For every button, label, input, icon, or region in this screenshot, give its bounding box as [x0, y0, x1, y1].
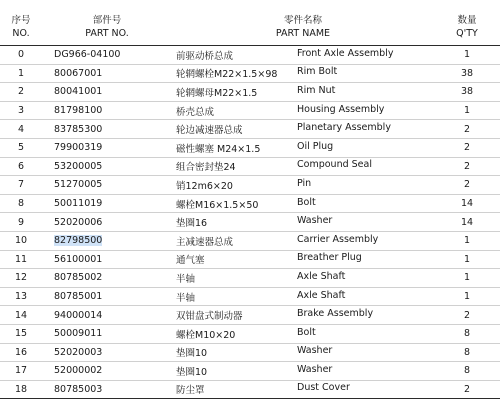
part-number: 56100001 [54, 253, 103, 265]
part-name-en: Rim Nut [297, 84, 336, 96]
part-number-cell [42, 157, 172, 176]
table-row [0, 380, 500, 399]
header-part-en: PART NO. [85, 28, 129, 39]
row-number: 12 [14, 272, 28, 284]
table-row [0, 157, 500, 176]
part-name-cn: 双钳盘式制动器 [176, 311, 243, 323]
quantity: 1 [463, 253, 471, 265]
row-number: 16 [14, 346, 28, 358]
row-number: 18 [14, 383, 28, 395]
part-number-cell [42, 324, 172, 343]
quantity: 38 [460, 67, 474, 79]
part-number-cell [42, 269, 172, 288]
row-number: 7 [17, 179, 25, 191]
part-name-cell [172, 83, 434, 102]
part-number: 80785002 [54, 272, 103, 284]
header-name-en: PART NAME [275, 28, 331, 39]
part-name-cn: 半轴 [176, 273, 196, 285]
part-name-en: Washer [297, 363, 333, 375]
part-name-cn: 通气塞 [176, 255, 205, 267]
part-name-cell [172, 176, 434, 195]
table-row [0, 194, 500, 213]
part-name-cell [172, 343, 434, 362]
part-name-cell [172, 306, 434, 325]
part-name-cell [172, 324, 434, 343]
part-name-cell [172, 380, 434, 399]
row-number: 3 [17, 105, 25, 117]
quantity: 14 [460, 216, 474, 228]
part-number-cell [42, 250, 172, 269]
table-row [0, 138, 500, 157]
part-number-cell [42, 194, 172, 213]
part-number: 53200005 [54, 160, 103, 172]
part-name-cn: 螺栓M16×1.5×50 [176, 199, 259, 211]
table-row [0, 213, 500, 232]
part-name-cell [172, 138, 434, 157]
part-name-en: Washer [297, 215, 333, 227]
header-name-cn: 零件名称 [283, 15, 322, 26]
quantity: 38 [460, 86, 474, 98]
table-row [0, 120, 500, 139]
row-number: 4 [17, 123, 25, 135]
header-qty-cn: 数量 [457, 15, 477, 26]
part-name-en: Axle Shaft [297, 270, 346, 282]
part-name-cell [172, 362, 434, 381]
header-qty-en: Q'TY [456, 28, 478, 39]
part-number: DG966-04100 [54, 49, 121, 61]
part-name-cn: 轮辋螺栓M22×1.5×98 [176, 69, 278, 81]
table-header [0, 0, 500, 46]
part-number: 80041001 [54, 86, 103, 98]
part-name-cell [172, 46, 434, 65]
quantity: 2 [463, 142, 471, 154]
part-number-cell [42, 176, 172, 195]
part-name-en: Brake Assembly [297, 308, 374, 320]
header-part-cn: 部件号 [92, 15, 122, 26]
part-name-en: Bolt [297, 196, 316, 208]
part-number-cell [42, 306, 172, 325]
part-number-cell [42, 343, 172, 362]
row-number: 14 [14, 309, 28, 321]
part-name-cn: 前驱动桥总成 [176, 50, 234, 62]
part-name-en: Washer [297, 345, 333, 357]
quantity: 1 [463, 105, 471, 117]
table-row [0, 231, 500, 250]
part-number-cell [42, 138, 172, 157]
part-number: 52020003 [54, 346, 103, 358]
row-number: 10 [14, 235, 28, 247]
part-name-cell [172, 287, 434, 306]
table-row [0, 64, 500, 83]
part-number: 50009011 [54, 328, 103, 340]
part-number-cell [42, 83, 172, 102]
table-row [0, 324, 500, 343]
row-number: 9 [17, 216, 25, 228]
part-name-cn: 轮辋螺母M22×1.5 [176, 87, 258, 99]
part-number-cell [42, 120, 172, 139]
row-number: 15 [14, 328, 28, 340]
part-name-cn: 螺栓M10×20 [176, 329, 236, 341]
part-name-cn: 半轴 [176, 292, 196, 304]
part-number-cell [42, 64, 172, 83]
part-number: 52020006 [54, 216, 103, 228]
table-row [0, 176, 500, 195]
part-name-cn: 桥壳总成 [176, 106, 215, 118]
part-number-cell [42, 380, 172, 399]
quantity: 2 [463, 383, 471, 395]
part-name-en: Compound Seal [297, 159, 372, 171]
part-name-en: Planetary Assembly [297, 122, 391, 134]
part-number-cell [42, 287, 172, 306]
part-number: 50011019 [54, 198, 103, 210]
row-number: 2 [17, 86, 25, 98]
part-number: 82798500 [54, 235, 103, 247]
part-name-cell [172, 101, 434, 120]
part-number-cell [42, 231, 172, 250]
part-name-cell [172, 120, 434, 139]
part-name-cell [172, 157, 434, 176]
header-no-cn: 序号 [11, 15, 31, 26]
table-row [0, 287, 500, 306]
part-name-cell [172, 231, 434, 250]
part-name-en: Bolt [297, 326, 316, 338]
quantity: 8 [463, 328, 471, 340]
part-number: 80785001 [54, 291, 103, 303]
part-name-cn: 磁性螺塞 M24×1.5 [176, 143, 261, 155]
quantity: 1 [463, 49, 471, 61]
part-name-cn: 轮边减速器总成 [176, 125, 243, 137]
quantity: 2 [463, 309, 471, 321]
part-name-en: Housing Assembly [297, 103, 385, 115]
quantity: 2 [463, 179, 471, 191]
quantity: 2 [463, 160, 471, 172]
part-number-cell [42, 101, 172, 120]
row-number: 13 [14, 291, 28, 303]
part-name-cell [172, 64, 434, 83]
quantity: 1 [463, 235, 471, 247]
part-number: 51270005 [54, 179, 103, 191]
part-number: 81798100 [54, 105, 103, 117]
quantity: 2 [463, 123, 471, 135]
part-number: 94000014 [54, 309, 103, 321]
row-number: 8 [17, 198, 25, 210]
quantity: 8 [463, 365, 471, 377]
part-name-cn: 销12m6×20 [176, 180, 233, 192]
part-number: 80067001 [54, 67, 103, 79]
part-number-cell [42, 46, 172, 65]
row-number: 11 [14, 253, 28, 265]
table-row [0, 101, 500, 120]
row-number: 1 [17, 67, 25, 79]
row-number: 5 [17, 142, 25, 154]
part-name-en: Dust Cover [297, 382, 350, 394]
quantity: 14 [460, 198, 474, 210]
part-number: 80785003 [54, 383, 103, 395]
part-name-cn: 垫圈10 [176, 366, 208, 378]
part-name-cell [172, 213, 434, 232]
part-name-cn: 垫圈10 [176, 348, 208, 360]
quantity: 1 [463, 291, 471, 303]
quantity: 1 [463, 272, 471, 284]
part-name-cn: 组合密封垫24 [176, 162, 236, 174]
header-no-en: NO. [12, 28, 30, 39]
part-number: 83785300 [54, 123, 103, 135]
table-row [0, 343, 500, 362]
table-row [0, 46, 500, 65]
part-name-en: Front Axle Assembly [297, 47, 394, 59]
table-body [0, 46, 500, 399]
part-name-en: Carrier Assembly [297, 233, 379, 245]
table-row [0, 306, 500, 325]
table-row [0, 269, 500, 288]
quantity: 8 [463, 346, 471, 358]
part-name-cn: 主减速器总成 [176, 236, 234, 248]
table-row [0, 83, 500, 102]
part-name-en: Oil Plug [297, 140, 334, 152]
row-number: 0 [17, 49, 25, 61]
part-name-cell [172, 250, 434, 269]
row-number: 17 [14, 365, 28, 377]
row-number: 6 [17, 160, 25, 172]
part-name-cn: 防尘罩 [176, 385, 205, 397]
table-row [0, 362, 500, 381]
part-number: 52000002 [54, 365, 103, 377]
part-number-cell [42, 362, 172, 381]
part-name-en: Rim Bolt [297, 66, 338, 78]
part-name-en: Axle Shaft [297, 289, 346, 301]
part-number: 79900319 [54, 142, 103, 154]
part-name-cell [172, 269, 434, 288]
part-name-cell [172, 194, 434, 213]
part-name-en: Breather Plug [297, 252, 362, 264]
part-name-cn: 垫圈16 [176, 218, 208, 230]
table-row [0, 250, 500, 269]
part-name-en: Pin [297, 177, 312, 189]
part-number-cell [42, 213, 172, 232]
